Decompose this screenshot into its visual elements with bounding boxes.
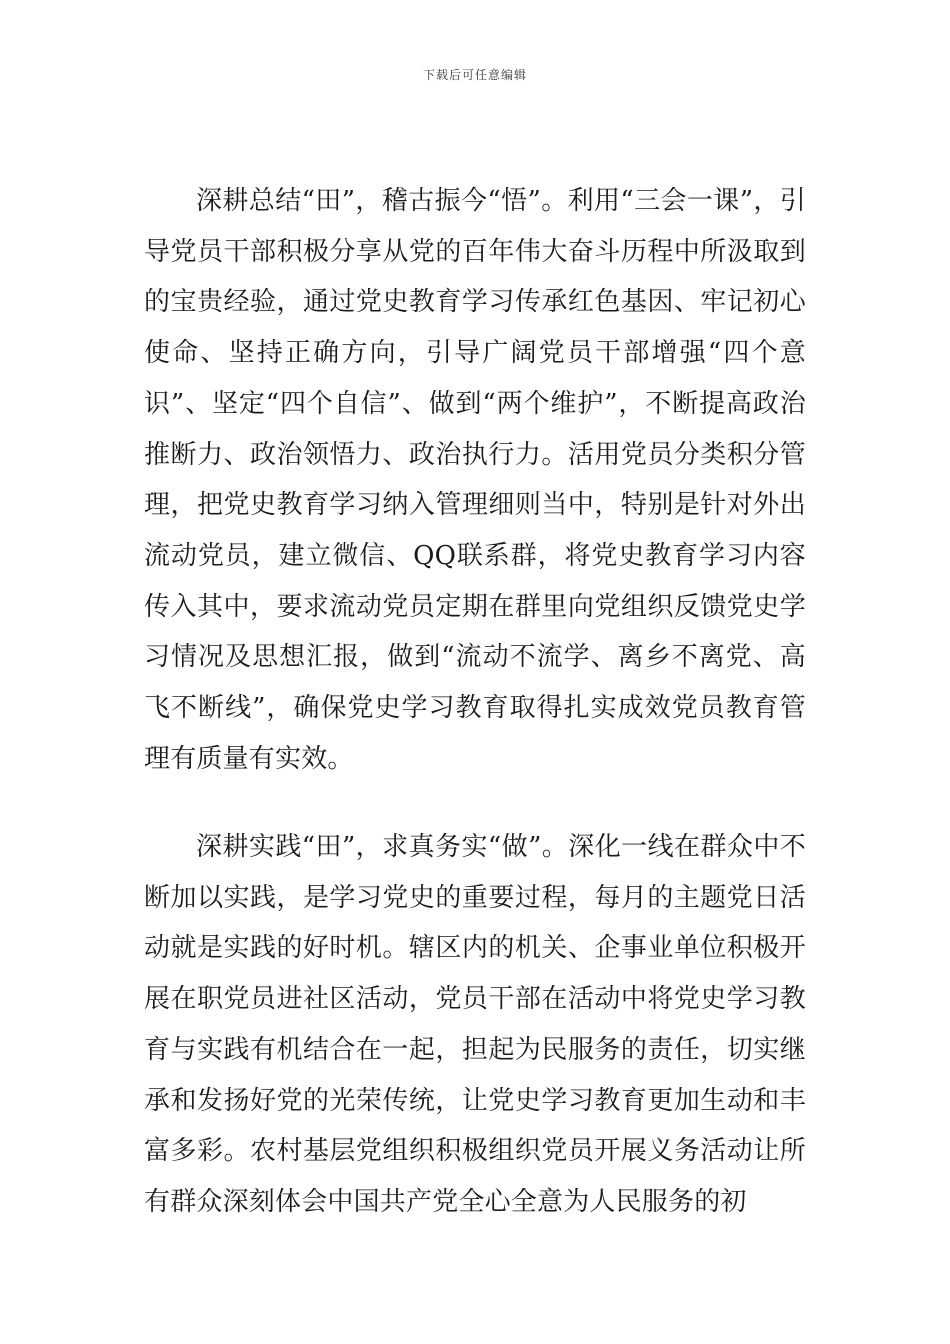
paragraph-2: 深耕实践“田”，求真务实“做”。深化一线在群众中不断加以实践，是学习党史的重要过程，每月的主题党日活动就是实践的好时机。辖区内的机关、企事业单位积极开展在职党员进社区活动，党员干部在活动中将党史学习教育与实践有机结合在一起，担起为民服务的责任，切实继承和发扬好党的光荣传统，让党史学习教育更加生动和丰富多彩。农村基层党组织积极组织党员开展义务活动让所有群众深刻体会中国共产党全心全意为人民服务的初	[144, 832, 806, 1217]
header-note: 下载后可任意编辑	[422, 68, 527, 82]
paragraph-1: 深耕总结“田”，稽古振今“悟”。利用“三会一课”，引导党员干部积极分享从党的百年伟大奋斗历程中所汲取到的宝贵经验，通过党史教育学习传承红色基因、牢记初心使命、坚持正确方向，引导广阔党员干部增强“四个意识”、坚定“四个自信”、做到“两个维护”，不断提高政治推断力、政治领悟力、政治执行力。活用党员分类积分管理，把党史教育学习纳入管理细则当中，特别是针对外出流动党员，建立微信、QQ联系群，将党史教育学习内容传入其中，要求流动党员定期在群里向党组织反馈党史学习情况及思想汇报，做到“流动不流学、离乡不离党、高飞不断线”，确保党史学习教育取得扎实成效党员教育管理有质量有实效。	[144, 186, 806, 774]
